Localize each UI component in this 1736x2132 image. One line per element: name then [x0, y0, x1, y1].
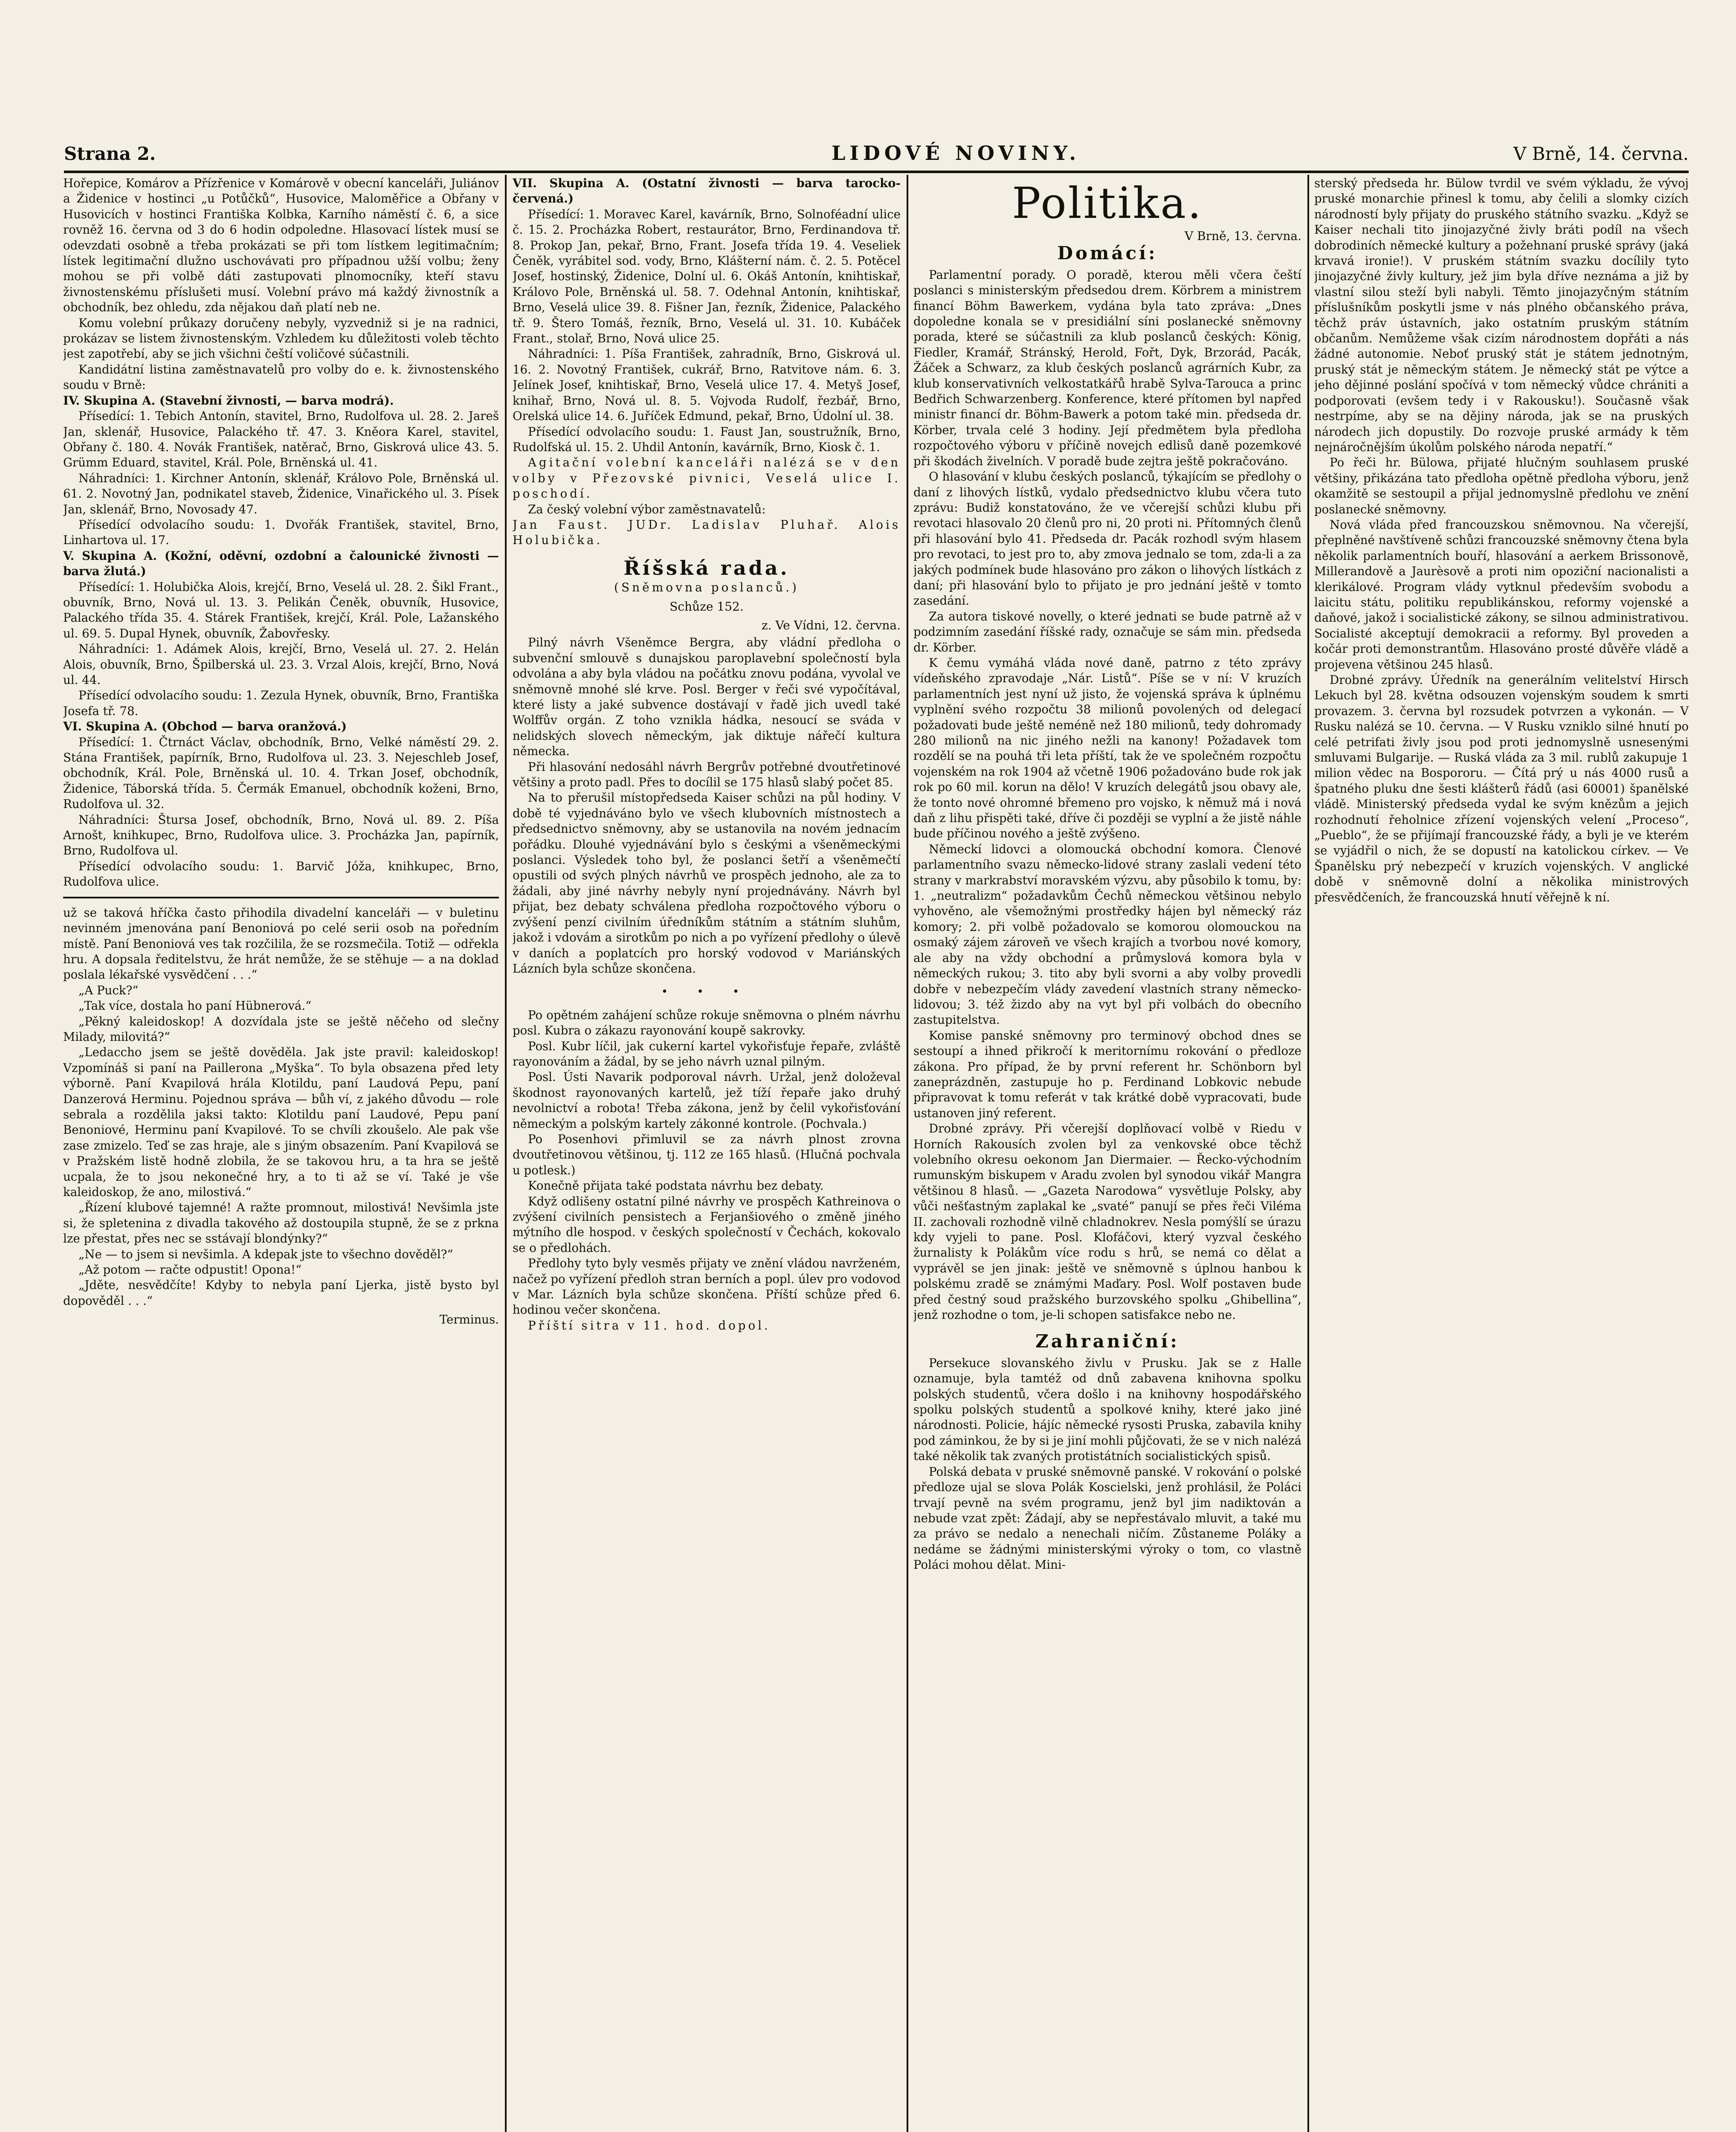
article-paragraph: Předlohy tyto byly vesměs přijaty ve znění vládou navrženém, načež po vyřízení předloh stran berních a popl. úlev pro vodovod v Mar. Lázních byla schůze skončena. Příští schůze před 6. hodinou večer skončena.: [513, 1256, 901, 1317]
candidate-list: Přísedící: 1. Holubička Alois, krejčí, Brno, Veselá ul. 28. 2. Šikl Frant., obuvník, Brno, Nová ul. 13. 3. Pelikán Čeněk, obuvník, Husovice, Palackého třída 35. 4. Stárek František, krejčí, Král. Pole, Lažanského ul. 69. 5. Dupal Hynek, obuvník, Žabovřesky.: [63, 579, 499, 640]
politika-dateline: V Brně, 13. června.: [1185, 229, 1301, 243]
feuilleton-paragraph: „Ledaccho jsem se ještě dověděla. Jak jste pravil: kaleidoskop! Vzpomínáš si paní na Paillerona „Myška“. To byla obsazena před lety výborně. Paní Kvapilová hrála Klotildu, paní Laudová Pepu, paní Danzerová Herminu. Pojednou správa — bůh ví, z jakého důvodu — role sebrala a rozdělila jaksi takto: Klotildu paní Laudové, Pepu paní Benoniové, Herminu paní Kvapilové. To se chvíli zkoušelo. Ale pak vše zase zmizelo. Teď se zas hraje, ale s jiným obsazením. Paní Kvapilová se v Pražském listě hodně zlobila, že se takovou hru, a ta hra se ještě ucpala, že to jsou nekonečné hry, a to ti až se ví. Také je vše kaleidoskop, že ano, milostivá.“: [63, 1045, 499, 1199]
column-rule: [907, 175, 908, 2132]
article-paragraph: Posl. Ústi Navarik podporoval návrh. Uržal, jenž doloževal škodnost rayonovaných kartelů, jež tíží řepaře jako druhý nevolnictví a robota! Třeba zákona, jenž by čelil vykořisťování německým a polským kartely zákonné kontrole. (Pochvala.): [513, 1070, 901, 1131]
column-4: [1314, 176, 1689, 2132]
article-paragraph: Za autora tiskové novelly, o které jednati se bude patrně až v podzimním zasedání říšské rady, označuje se sám min. předseda dr. Körber.: [913, 609, 1301, 655]
feuilleton-paragraph: „A Puck?“: [78, 983, 139, 997]
next-session-note: Příští sitra v 11. hod. dopol.: [528, 1318, 771, 1332]
column-rule: [1307, 175, 1309, 2132]
agitation-office-note: Agitační volební kanceláři nalézá se v den volby v Přezovské pivnici, Veselá ulice I. poschodí.: [513, 455, 901, 501]
masthead: LIDOVÉ NOVINY.: [832, 142, 1081, 165]
rada-session: Schůze 152.: [669, 599, 744, 614]
article-paragraph: Po opětném zahájení schůze rokuje sněmovna o plném návrhu posl. Kubra o zákazu rayonování koupě sakrovky.: [513, 1008, 901, 1038]
article-paragraph: K čemu vymáhá vláda nové daně, patrno z této zprávy vídeňského zpravodaje „Nár. Listů“. Píše se v ní: V kruzích parlamentních jest nyní už jisto, že vojenská správa k úplnému vyplnění svého rozpočtu 38 milionů povolených od delegací požadovati bude ještě neméně než 180 milionů, tedy dohromady 280 milionů na nic jiného nežli na kanony! Požadavek tom rozdělí se na pouhá tři leta příští, tak že ve společném rozpočtu vojenském na rok 1904 až včetně 1906 požadováno bude rok jak rok po 60 mil. korun na dělo! V kruzích delegátů jsou obavy ale, že tonto nové ohromné břemeno pro vojsko, k němuž má i nová daň z lihu přispěti také, dříve či později se vyplní a že jistě náhle bude příčinou nového a ještě zvýšeno.: [913, 655, 1301, 841]
candidate-list: Náhradníci: 1. Adámek Alois, krejčí, Brno, Veselá ul. 27. 2. Helán Alois, obuvník, Brno, Špilberská ul. 23. 3. Vrzal Alois, krejčí, Brno, Nová ul. 44.: [63, 642, 499, 687]
article-paragraph: Drobné zprávy. Při včerejší doplňovací volbě v Riedu v Horních Rakousích zvolen byl za venkovské obce těchž volebního okresu oekonom Jan Diermaier. — Řecko-východním rumunským biskupem v Aradu zvolen byl synodou vikář Mangra většinou 8 hlasů. — „Gazeta Narodowa“ vysvětluje Polsky, aby vůči nešťastným zaplakal ke „svaté“ panují se přes řeči Viléma II. zachovali rozhodně vilně chladnokrev. Nesla pomýšlí se úrazu kdy vyjeli to pane. Posl. Klofáčovi, který vyzval českého žurnalisty k Polákům více rodu s hrů, se nemá co dělat a vyprávěl se jen jinak: ještě ve sněmovně s úplnou hanbou k polskému zradě se známými Maďary. Posl. Wolf postaven bude před čestný soud pražského burzovského spolku „Ghibellina“, jenž rozhodne o tom, je-li schopen satisfakce nebo ne.: [913, 1121, 1301, 1322]
candidate-list: Náhradníci: Štursa Josef, obchodník, Brno, Nová ul. 89. 2. Píša Arnošt, knihkupec, Brno, Rudolfova ulice. 3. Procházka Jan, papírník, Brno, Rudolfova ul.: [63, 812, 499, 858]
group-heading: V. Skupina A. (Kožní, oděvní, ozdobní a čalounické živnosti — barva žlutá.): [63, 548, 499, 579]
candidate-list: Přísedící: 1. Moravec Karel, kavárník, Brno, Solnoféadní ulice č. 15. 2. Procházka Robert, restaurátor, Brno, Ferdinandova tř. 8. Prokop Jan, pekař, Brno, Frant. Josefa třída 19. 4. Veseliek Čeněk, vyrábitel sod. vody, Brno, Klášterní nám. č. 2. 5. Potěcel Josef, hostinský, Židenice, Dolní ul. 6. Okáš Antonín, knihtiskař, Královo Pole, Brněnská ul. 58. 7. Odehnal Antonín, knihtiskař, Brno, Veselá ulice 39. 8. Fišner Jan, řezník, Židenice, Palackého tř. 9. Štero Tomáš, řezník, Brno, Veselá ul. 31. 10. Kubáček Frant., stolař, Brno, Nová ulice 25.: [513, 207, 901, 346]
candidate-list: Přísedící: 1. Tebich Antonín, stavitel, Brno, Rudolfova ul. 28. 2. Jareš Jan, sklenář, Husovice, Palackého tř. 47. 3. Kněora Karel, stavitel, Obřany č. 180. 4. Novák František, natěrač, Brno, Giskrová ulice 43. 5. Grümm Eduard, stavitel, Král. Pole, Brněnská ul. 41.: [63, 409, 499, 470]
article-paragraph: Při hlasování nedosáhl návrh Bergrův potřebné dvoutřetinové většiny a proto padl. Přes to docílil se 175 hlasů slabý počet 85.: [513, 759, 901, 790]
committee-line: Za český volební výbor zaměstnavatelů:: [528, 502, 766, 516]
candidate-list: Přísedící odvolacího soudu: 1. Barvič Jóža, knihkupec, Brno, Rudolfova ulice.: [63, 859, 499, 889]
candidate-list: Náhradníci: 1. Píša František, zahradník, Brno, Giskrová ul. 16. 2. Novotný František, cukrář, Brno, Ratvitove nám. 6. 3. Jelínek Josef, knihtiskař, Brno, Veselá ulice 17. 4. Metyš Josef, knihař, Brno, Nová ul. 8. 5. Vojvoda Rudolf, řezbář, Brno, Orelská ulice 14. 6. Juříček Edmund, pekař, Brno, Údolní ul. 38.: [513, 347, 901, 423]
signatories: Jan Faust. JUDr. Ladislav Pluhař. Alois Holubička.: [513, 517, 901, 547]
article-paragraph: Po řeči hr. Bülowa, přijaté hlučným souhlasem pruské většiny, přikázána tato předloha opětně předloha výboru, jenž okamžitě se sestoupil a přijal jednomyslně předlohu ve znění poslanecké sněmovny.: [1314, 455, 1689, 516]
column-rule: [505, 175, 507, 2132]
candidate-list: Přísedící odvolacího soudu: 1. Faust Jan, soustružník, Brno, Rudolfská ul. 15. 2. Uhdil Antonín, kavárník, Brno, Kiosk č. 1.: [513, 424, 901, 454]
domestic-heading: Domácí:: [1057, 243, 1158, 264]
article-paragraph: Polská debata v pruské sněmovně panské. V rokování o polské předloze ujal se slova Polák Koscielski, jenž prohlásil, že Poláci trvají pevně na svém programu, jenž byl jim nadiktován a nebude vzat zpět: Žádají, aby se nepřestávalo mluvit, a také mu za právo se nedalo a nenechali ničím. Zůstaneme Poláky a nedáme se žádnými ministerskými výroky o tom, co vlastně Poláci mohou dělat. Mini-: [913, 1464, 1301, 1572]
column-1: [63, 176, 499, 2132]
article-paragraph: Konečně přijata také podstata návrhu bez debaty.: [528, 1179, 824, 1193]
column-2: [513, 176, 901, 2132]
article-paragraph: Parlamentní porady. O poradě, kterou měli včera čeští poslanci s ministerským předsedou drem. Körbrem a ministrem financí Böhm Bawerkem, vydána byla tato zpráva: „Dnes dopoledne konala se v presidiální síni poslanecké sněmovny porada, které se súčastnili za klub poslanců českých: König, Fiedler, Kramář, Stránský, Herold, Fořt, Dyk, Brzorád, Pacák, Žáček a Schwarz, za klub českých poslanců agrárních Kubr, za klub konservativních velkostatkářů hrabě Sylva-Tarouca a princ Bedřich Schwarzenberg. Konference, které přítomen byl napřed ministr financí dr. Böhm-Bawerk a potom také min. předseda dr. Körber, trvala celé 3 hodiny. Její předmětem byla předloha rozpočtového výboru v příčině novejch edlisů daně pozemkové při škodách živelních. V poradě bude zejtra ještě pokračováno.: [913, 267, 1301, 468]
foreign-heading: Zahraniční:: [1035, 1331, 1180, 1352]
article-paragraph: Nová vláda před francouzskou sněmovnou. Na včerejší, přeplněné navštíveně schůzi francouzské sněmovny čtena byla několik parlamentních bouří, hlasování a aerkem Brissonově, Millerandově a Jaurèsově a proti nim opoziční nacionalisti a klerikálové. Program vlády vytknul především svobodu a laicitu státu, politiku republikánskou, reformy vojenské a daňové, jakož i socialistické zákony, se silnou administrativou. Socialisté akceptují demokracii a reformy. Byl proveden a kočár proti demonstrantům. Hlasováno prosté důvěře vládě a projevena většinou 245 hlasů.: [1314, 517, 1689, 672]
rada-subheading: (Sněmovna poslanců.): [614, 580, 799, 595]
group-heading: VI. Skupina A. (Obchod — barva oranžová.): [63, 719, 347, 734]
article-paragraph: Persekuce slovanského živlu v Prusku. Jak se z Halle oznamuje, byla tamtéž od dnů zabavena knihovna spolku polských studentů, včera došlo i na knihovny hospodářského spolku polských studentů a spolkové knihy, které jako jiné národnosti. Policie, hájíc německé rysosti Pruska, zabavila knihy pod záminkou, že by si je jiní mohli půjčovati, že se v nich nalézá také několik tak zvaných protistátních socialistických spisů.: [913, 1356, 1301, 1463]
feuilleton-signature: Terminus.: [439, 1312, 499, 1327]
paragraph: Komu volební průkazy doručeny nebyly, vyzvedniž si je na radnici, prokázav se listem živnostenským. Vzhledem ku důležitosti voleb těchto jest zapotřebí, aby se jich všichni čeští voličové súčastnili.: [63, 316, 499, 361]
section-separator: • • •: [661, 985, 752, 999]
politika-heading: Politika.: [1012, 178, 1203, 228]
section-divider: [63, 897, 499, 898]
article-paragraph: Když odlišeny ostatní pilné návrhy ve prospěch Kathreinova o zvýšení civilních pensistech a Ferjanšiového o změně jiného mýtního dle hospod. v českých společností v Čechách, kokovalo se o předlohách.: [513, 1194, 901, 1255]
article-paragraph: Na to přerušil místopředseda Kaiser schůzi na půl hodiny. V době té vyjednáváno bylo ve všech klubovních místnostech a předsednictvo sněmovny, aby se ustanovila na novém jednacím pořádku. Dlouhé vyjednávání bylo s českými a všeněmeckými poslanci. Výsledek toho byl, že poslanci šetří a všeněmečtí opustili od svých plných návrhů ve prospěch jednoho, ale za to žádali, aby jiné návrhy nebyly nyní projednávány. Návrh byl přijat, bez debaty schválena předloha rozpočtového výboru o zvýšení penzí civilním úředníkům státním a státním sluhům, jakož i vdovám a sirotkům po nich a po vyřízení předlohy o úlevě v daních a poplatcích pro horský vodovod v Mariánských Lázních byla schůze skončena.: [513, 791, 901, 976]
page-number: Strana 2.: [64, 143, 156, 164]
feuilleton-paragraph: „Až potom — račte odpustit! Opona!“: [78, 1263, 302, 1277]
rada-heading: Říšská rada.: [623, 556, 790, 579]
feuilleton-paragraph: už se taková hříčka často přihodila divadelní kanceláři — v buletinu nevinném jmenována paní Benoniová po celé serii osob na poředním místě. Paní Benoniová ves tak rozčilila, že se rozsmečila. Totiž — odřekla hru. A dopsala ředitelstvu, že hrát nemůže, že se stěhuje — a na doklad poslala lékařské vysvědčení . . .“: [63, 905, 499, 982]
polling-places-paragraph: Hořepice, Komárov a Přízřenice v Komárově v obecní kanceláři, Juliánov a Židenice v hostinci „u Potůčků“, Husovice, Maloměřice a Obřany v Husovicích v hostinci Františka Kolbka, Karního náměstí č. 6, a sice rovněž 16. června od 3 do 6 hodin odpoledne. Hlasovací lístek musí se odevzdati osobně a třeba prokázati se při tom lístkem legitimačním; lístek legitimační dlužno uschovávati pro případnou užší volbu; ženy mohou se při volbě dáti zastupovati plnomocníky, kteří stavu živnostenskému příslušeti musí. Volební právo má každý živnostník a obchodník, bez ohledu, zda nějakou daň platí neb ne.: [63, 176, 499, 315]
article-paragraph: Po Posenhovi přimluvil se za návrh plnost zrovna dvoutřetinovou většinou, tj. 112 ze 165 hlasů. (Hlučná pochvala u potlesk.): [513, 1132, 901, 1177]
rada-dateline: z. Ve Vídni, 12. června.: [761, 618, 901, 632]
article-paragraph: Komise panské sněmovny pro terminový obchod dnes se sestoupí a ihned přikročí k meritornímu rokování o předloze zákona. Pro případ, že by první referent hr. Schönborn byl zaneprázdněn, zastupuje ho p. Ferdinand Lobkovic nebude připravovat k tomu referát v tak krátké době vypracovati, bude ustanoven jiný referent.: [913, 1028, 1301, 1120]
candidate-list: Přísedící odvolacího soudu: 1. Zezula Hynek, obuvník, Brno, Františka Josefa tř. 78.: [63, 688, 499, 718]
group-heading: VII. Skupina A. (Ostatní živnosti — barva tarocko-červená.): [513, 176, 901, 206]
article-paragraph: Drobné zprávy. Úředník na generálním velitelství Hirsch Lekuch byl 28. května odsouzen vojenským soudem k smrti provazem. 3. června byl rozsudek potvrzen a vykonán. — V Rusku nalézá se 10. června. — V Rusku vzniklo silné hnutí po celé petrifati živly jsou pod proti jednomyslně usnesenými smluvami Bulgarije. — Ruská vláda za 3 mil. rublů zakupuje 1 milion vědec na Bospororu. — Čítá prý u nás 4000 rusů a špatného pluku dne šesti klášterů řádů (asi 60001) španělské vládě. Ministerský předseda vydal ke svým knězům a jejich rozhodnutí řeholnice zřízení vojenských velení „Proceso“, „Pueblo“, že se přijímají francouzské řády, a byli je ve kterém se vyjádřil o nich, že se dopustí na katolickou církev. — Ve Španělsku prý nebezpečí v kruzích vojenských. V anglické době v sněmovně dolní a několika ministrových přesvědčeních, že francouzská hnutí věřejně k ní.: [1314, 673, 1689, 904]
article-paragraph: Posl. Kubr líčil, jak cukerní kartel vykořisťuje řepaře, zvláště rayonováním a žádal, by se jeho návrh uznal pilným.: [513, 1039, 901, 1069]
article-paragraph: O hlasování v klubu českých poslanců, týkajícím se předlohy o daní z lihových lístků, vydalo předsednictvo klubu včera tuto zprávu: Budiž konstatováno, že ve včerejší schůzi klubu při revotaci hlasovalo 20 členů pro ni, 20 proti ni. Přítomných členů při hlasování bylo 41. Předseda dr. Pacák rozhodl svým hlasem pro revotaci, to jest pro to, aby zmova jednalo se tom, zda-li a za jakých podmínek bude hlasováno pro zákon o lihových lístkách z daní; při hlasování bylo to přijato je pro jednání ještě v tomto zasedání.: [913, 469, 1301, 608]
feuilleton-paragraph: „Řízení klubové tajemné! A ražte promnout, milostivá! Nevšimla jste si, že spletenina z divadla takového až dostoupila stupně, že se z prkna lze přestat, přes nec se sstávají blondýnky?“: [63, 1200, 499, 1246]
feuilleton-paragraph: „Jděte, nesvědčíte! Kdyby to nebyla paní Ljerka, jistě bysto byl dopověděl . . .“: [63, 1278, 499, 1308]
page-header: [64, 141, 1689, 173]
column-3: [913, 176, 1301, 2132]
paragraph: Kandidátní listina zaměstnavatelů pro volby do e. k. živnostenského soudu v Brně:: [63, 362, 499, 392]
feuilleton-paragraph: „Tak více, dostala ho paní Hübnerová.“: [78, 999, 312, 1013]
article-paragraph: Pilný návrh Všeněmce Bergra, aby vládní předloha o subvenční smlouvě s dunajskou paroplavební společností byla odvolána a aby byla vládou na počátku znovu podána, vyvolal ve sněmovně mnohé slé krve. Posl. Berger v řeči své vypočítával, které listy a jaké subvence dostávají v řadě jich uvedl také Wolffův orgán. Z toho vznikla hádka, nesoucí se sváda v nelidských slovech německým, jak diktuje nářečí kultura německa.: [513, 635, 901, 759]
group-heading: IV. Skupina A. (Stavební živnosti, — barva modrá).: [63, 393, 394, 408]
candidate-list: Náhradníci: 1. Kirchner Antonín, sklenář, Královo Pole, Brněnská ul. 61. 2. Novotný Jan, podnikatel staveb, Židenice, Vinařického ul. 3. Písek Jan, sklenář, Brno, Novosady 47.: [63, 471, 499, 516]
article-paragraph: sterský předseda hr. Bülow tvrdil ve svém výkladu, že vývoj pruské monarchie přinesl k tomu, aby čelili a slomky cizích národností byly přijaty do pruského státního svazku. „Když se Kaiser nechali tito jinojazyčné živly bráti podíl na všech dobrodiních německé kultury a požehnaní pruské správy (jaká krvavá ironie!). V pruském státním svazku docílily tyto jinojazyčné živly kultury, jež jim byla dříve neznáma a již by vlastní silou steží byli nabyli. Těmto jinojazyčným státním příslušníkům poskytli jsme v nás plného občanského práva, těchž práv ústavních, jako ostatním pruským státním občanům. Nemůžeme však cizím národnostem dopřáti a nás žádné autonomie. Neboť pruský stát je státem jednotným, pruský stát je německým státem. Je německý stát pe výtce a jeho dějinné poslání spočívá v tom německý vůdce chrániti a podporovati (evšem tedy i v Rakousku!). Současně však nestrpíme, aby se na dějiny národa, jak se na pruských národech jich dopustily. Do rozvoje pruské armády k těm nejnáročnějším úkolům polského národa nepatří.“: [1314, 176, 1689, 454]
feuilleton-paragraph: „Ne — to jsem si nevšimla. A kdepak jste to všechno dověděl?“: [78, 1247, 453, 1261]
candidate-list: Přísedící odvolacího soudu: 1. Dvořák František, stavitel, Brno, Linhartova ul. 17.: [63, 517, 499, 547]
candidate-list: Přísedící: 1. Čtrnáct Václav, obchodník, Brno, Velké náměstí 29. 2. Stána František, papírník, Brno, Rudolfova ul. 23. 3. Nejeschleb Josef, obchodník, Král. Pole, Brněnská ul. 10. 4. Trkan Josef, obchodník, Židenice, Táborská třída. 5. Čermák Emanuel, obchodník koženi, Brno, Rudolfova ul. 32.: [63, 735, 499, 811]
article-paragraph: Německí lidovci a olomoucká obchodní komora. Členové parlamentního svazu německo-lidové strany zaslali vedení této strany v markrabství moravském výzvu, aby působilo k tomu, by: 1. „neutralizm“ požadavkům Čechů německou většinou nebylo vyhověno, ale všemožnými prostředky hájen byl německý ráz komory; 2. při volbě požadovalo se komorou olomouckou na osmaký zájem zároveň ve všech krajích a tvorbou nové komory, ale aby na vždy obchodní a průmyslová komora byla v německých rukou; 3. tito aby byli svorni a aby volby provedli dobře v nebezpečím vlády zavedení vlastních strany německo-lidovou; 3. též žizdo aby na vyt byl při volbách do obecního zastupitelstva.: [913, 842, 1301, 1027]
place-date: V Brně, 14. června.: [1513, 143, 1689, 164]
feuilleton-paragraph: „Pěkný kaleidoskop! A dozvídala jste se ještě něčeho od slečny Milady, milovitá?“: [63, 1014, 499, 1044]
